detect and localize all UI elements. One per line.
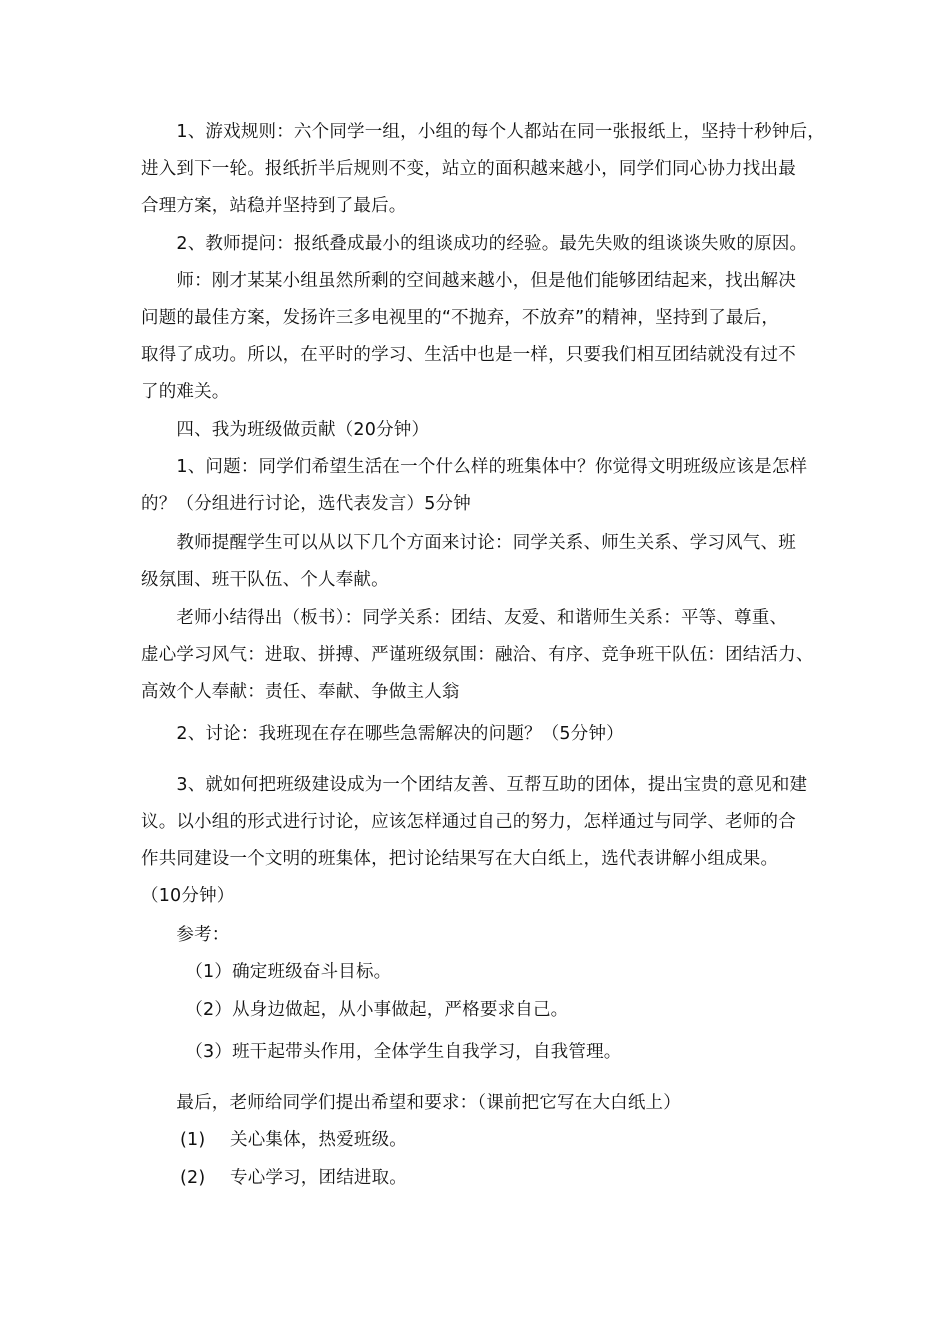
paragraph-line: （10分钟） — [141, 886, 235, 906]
paragraph-line: 问题的最佳方案，发扬许三多电视里的“不抛弃，不放弃”的精神，坚持到了最后， — [141, 308, 780, 328]
reference-item: （2）从身边做起，从小事做起，严格要求自己。 — [141, 1000, 569, 1020]
section-heading: 四、我为班级做贡献（20分钟） — [141, 420, 430, 440]
paragraph-line: 1、游戏规则：六个同学一组，小组的每个人都站在同一张报纸上，坚持十秒钟后， — [141, 122, 825, 142]
numbered-item — [180, 1128, 407, 1152]
paragraph-line: 最后，老师给同学们提出希望和要求：（课前把它写在大白纸上） — [141, 1093, 681, 1113]
paragraph-line: 进入到下一轮。报纸折半后规则不变，站立的面积越来越小，同学们同心协力找出最 — [141, 159, 796, 179]
paragraph-line: 的？（分组进行讨论，选代表发言）5分钟 — [141, 494, 471, 514]
paragraph-line: 3、就如何把班级建设成为一个团结友善、互帮互助的团体，提出宝贵的意见和建 — [141, 775, 808, 795]
paragraph-line: 了的难关。 — [141, 382, 230, 402]
paragraph-line: 师：刚才某某小组虽然所剩的空间越来越小，但是他们能够团结起来，找出解决 — [141, 271, 796, 291]
paragraph-line: 教师提醒学生可以从以下几个方面来讨论：同学关系、师生关系、学习风气、班 — [141, 533, 796, 553]
paragraph-line: 虚心学习风气：进取、拼搏、严谨班级氛围：融洽、有序、竞争班干队伍：团结活力、 — [141, 645, 814, 665]
paragraph-line: 取得了成功。所以，在平时的学习、生活中也是一样，只要我们相互团结就没有过不 — [141, 345, 796, 365]
paragraph-line: 合理方案，站稳并坚持到了最后。 — [141, 196, 407, 216]
item-number: (1) — [180, 1130, 206, 1150]
paragraph-line: 2、讨论：我班现在存在哪些急需解决的问题？（5分钟） — [141, 724, 624, 744]
paragraph-line: 1、问题：同学们希望生活在一个什么样的班集体中？你觉得文明班级应该是怎样 — [141, 457, 808, 477]
reference-item: （3）班干起带头作用，全体学生自我学习，自我管理。 — [141, 1042, 622, 1062]
paragraph-line: 老师小结得出（板书）：同学关系：团结、友爱、和谐师生关系：平等、尊重、 — [141, 608, 788, 628]
item-text: 专心学习，团结进取。 — [230, 1168, 407, 1188]
reference-label: 参考： — [141, 925, 230, 945]
paragraph-line: 议。以小组的形式进行讨论，应该怎样通过自己的努力，怎样通过与同学、老师的合 — [141, 812, 796, 832]
paragraph-line: 级氛围、班干队伍、个人奉献。 — [141, 570, 389, 590]
numbered-item — [180, 1166, 407, 1190]
item-text: 关心集体，热爱班级。 — [230, 1130, 407, 1150]
reference-item: （1）确定班级奋斗目标。 — [141, 962, 392, 982]
item-number: (2) — [180, 1168, 206, 1188]
paragraph-line: 2、教师提问：报纸叠成最小的组谈成功的经验。最先失败的组谈谈失败的原因。 — [141, 234, 808, 254]
paragraph-line: 高效个人奉献：责任、奉献、争做主人翁 — [141, 682, 460, 702]
paragraph-line: 作共同建设一个文明的班集体，把讨论结果写在大白纸上，选代表讲解小组成果。 — [141, 849, 779, 869]
